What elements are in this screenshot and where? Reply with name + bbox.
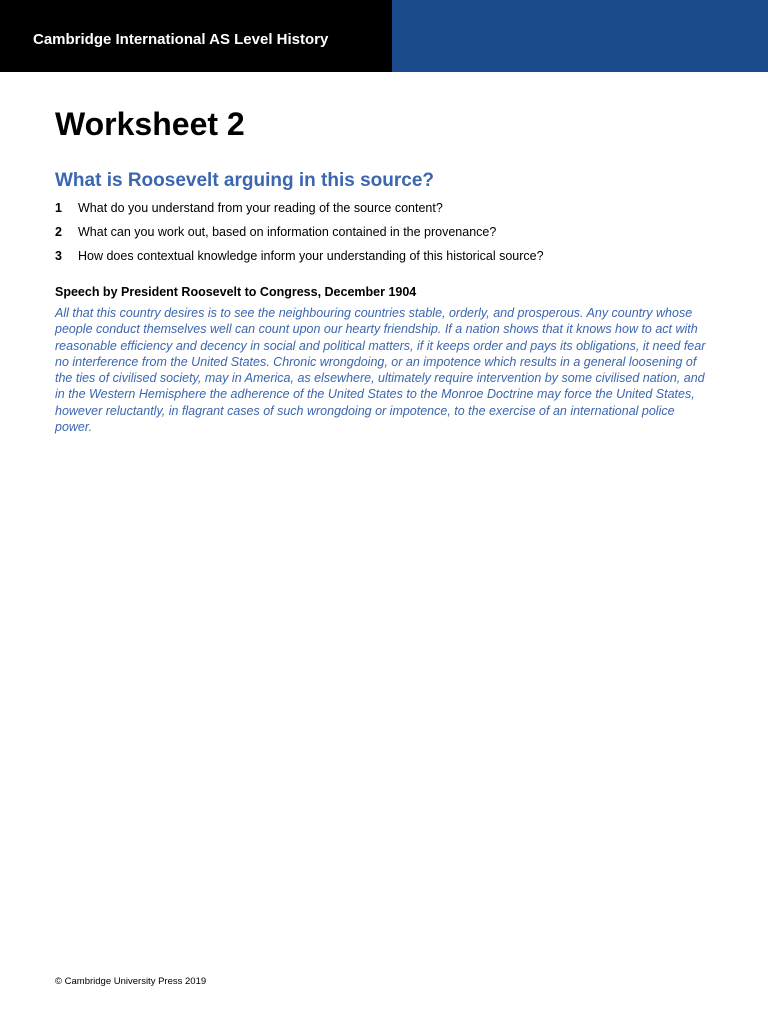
question-number: 1	[55, 201, 62, 215]
header-blue-band	[392, 0, 768, 72]
page-header	[0, 0, 768, 72]
question-item	[55, 200, 715, 216]
worksheet-content	[55, 104, 715, 435]
header-title: Cambridge International AS Level History	[33, 31, 329, 48]
question-text: How does contextual knowledge inform your understanding of this historical source?	[78, 249, 544, 263]
question-number: 3	[55, 249, 62, 263]
copyright-footer: © Cambridge University Press 2019	[55, 976, 207, 987]
question-item	[55, 248, 715, 264]
header-black-band	[0, 0, 392, 72]
question-list	[55, 200, 715, 264]
question-text: What can you work out, based on information contained in the provenance?	[78, 225, 497, 239]
source-quote: All that this country desires is to see the neighbouring countries stable, orderly, and prosperous. Any country whose people conduct themselves well can count upon our hearty friendship. If a nation shows that it knows how to act with reasonable efficiency and decency in social and political matters, if it keeps order and pays its obligations, it need fear no interference from the United States. Chronic wrongdoing, or an impotence which results in a general loosening of the ties of civilised society, may in America, as elsewhere, ultimately require intervention by some civilised nation, and in the Western Hemisphere the adherence of the United States to the Monroe Doctrine may force the United States, however reluctantly, in flagrant cases of such wrongdoing or impotence, to the exercise of an international police power.	[55, 306, 706, 435]
source-title: Speech by President Roosevelt to Congress, December 1904	[55, 285, 417, 299]
question-item	[55, 224, 715, 240]
section-heading: What is Roosevelt arguing in this source?	[55, 170, 434, 191]
question-number: 2	[55, 225, 62, 239]
question-text: What do you understand from your reading of the source content?	[78, 201, 443, 215]
page-title: Worksheet 2	[55, 106, 245, 142]
